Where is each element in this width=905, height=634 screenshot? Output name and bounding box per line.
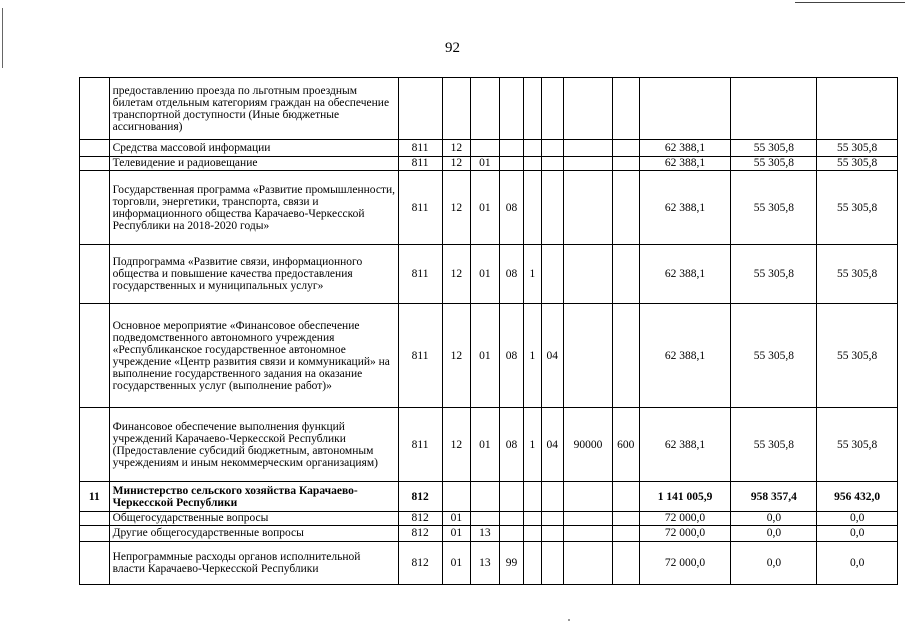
cell-subprogram-code — [524, 78, 541, 140]
cell-amount-2018: 72 000,0 — [639, 542, 731, 585]
cell-row-number: 11 — [80, 482, 110, 512]
cell-direction-code — [564, 482, 613, 512]
cell-program-code — [499, 140, 524, 157]
cell-event-code: 04 — [541, 408, 563, 482]
cell-expense-type-code: 600 — [613, 408, 640, 482]
cell-expense-type-code — [613, 245, 640, 304]
cell-amount-2018: 62 388,1 — [639, 245, 731, 304]
cell-row-number — [80, 78, 110, 140]
cell-program-code: 99 — [499, 542, 524, 585]
cell-amount-2019: 55 305,8 — [731, 140, 817, 157]
cell-expense-type-code — [613, 171, 640, 245]
cell-amount-2019: 55 305,8 — [731, 408, 817, 482]
cell-amount-2019: 55 305,8 — [731, 157, 817, 171]
table-row — [80, 157, 898, 171]
cell-direction-code — [564, 140, 613, 157]
cell-section-code: 01 — [442, 542, 471, 585]
cell-event-code — [541, 526, 563, 542]
cell-subprogram-code: 1 — [524, 304, 541, 408]
cell-ved-code: 812 — [398, 542, 442, 585]
cell-direction-code — [564, 78, 613, 140]
cell-event-code — [541, 245, 563, 304]
cell-subsection-code — [471, 482, 500, 512]
scan-speck — [568, 619, 570, 621]
cell-subprogram-code — [524, 171, 541, 245]
cell-amount-2018 — [639, 78, 731, 140]
cell-amount-2019 — [731, 78, 817, 140]
cell-amount-2020: 55 305,8 — [817, 140, 898, 157]
cell-row-number — [80, 171, 110, 245]
cell-section-code: 12 — [442, 140, 471, 157]
table-row — [80, 408, 898, 482]
cell-row-number — [80, 512, 110, 526]
cell-section-code: 12 — [442, 171, 471, 245]
cell-direction-code — [564, 171, 613, 245]
cell-row-number — [80, 542, 110, 585]
cell-amount-2019: 55 305,8 — [731, 304, 817, 408]
budget-table — [79, 77, 898, 585]
cell-subsection-code — [471, 78, 500, 140]
cell-ved-code: 812 — [398, 526, 442, 542]
cell-ved-code: 811 — [398, 245, 442, 304]
cell-row-name: Телевидение и радиовещание — [109, 157, 398, 171]
cell-amount-2019: 958 357,4 — [731, 482, 817, 512]
cell-amount-2019: 0,0 — [731, 526, 817, 542]
cell-ved-code — [398, 78, 442, 140]
cell-subsection-code: 13 — [471, 542, 500, 585]
cell-event-code — [541, 171, 563, 245]
cell-ved-code: 811 — [398, 157, 442, 171]
cell-event-code — [541, 512, 563, 526]
cell-ved-code: 811 — [398, 171, 442, 245]
cell-event-code — [541, 140, 563, 157]
cell-event-code: 04 — [541, 304, 563, 408]
scan-edge-line-left — [2, 8, 3, 68]
cell-subprogram-code — [524, 512, 541, 526]
cell-row-number — [80, 526, 110, 542]
cell-event-code — [541, 157, 563, 171]
cell-row-name: Финансовое обеспечение выполнения функций учреждений Карачаево-Черкесской Республики (Предоставление субсидий бюджетным, автономным учреждениям и иным некоммерческим организациям) — [109, 408, 398, 482]
table-row — [80, 304, 898, 408]
cell-ved-code: 812 — [398, 482, 442, 512]
page-number: 92 — [445, 40, 460, 56]
cell-subprogram-code — [524, 140, 541, 157]
cell-amount-2019: 55 305,8 — [731, 245, 817, 304]
cell-section-code — [442, 78, 471, 140]
cell-direction-code — [564, 304, 613, 408]
table-body — [80, 78, 898, 585]
cell-program-code: 08 — [499, 304, 524, 408]
cell-event-code — [541, 542, 563, 585]
cell-section-code: 12 — [442, 304, 471, 408]
cell-amount-2020 — [817, 78, 898, 140]
table-row — [80, 526, 898, 542]
cell-subprogram-code: 1 — [524, 245, 541, 304]
cell-amount-2020: 956 432,0 — [817, 482, 898, 512]
cell-row-name: Министерство сельского хозяйства Карачаево-Черкесской Республики — [109, 482, 398, 512]
cell-program-code — [499, 78, 524, 140]
cell-expense-type-code — [613, 526, 640, 542]
table-row — [80, 78, 898, 140]
cell-row-name: Непрограммные расходы органов исполнительной власти Карачаево-Черкесской Республики — [109, 542, 398, 585]
cell-amount-2020: 55 305,8 — [817, 304, 898, 408]
cell-row-name: Средства массовой информации — [109, 140, 398, 157]
cell-subsection-code: 01 — [471, 171, 500, 245]
cell-program-code — [499, 512, 524, 526]
cell-subprogram-code: 1 — [524, 408, 541, 482]
cell-section-code: 01 — [442, 512, 471, 526]
cell-subsection-code: 01 — [471, 157, 500, 171]
cell-expense-type-code — [613, 78, 640, 140]
cell-subprogram-code — [524, 157, 541, 171]
cell-amount-2018: 72 000,0 — [639, 526, 731, 542]
cell-row-name: предоставлению проезда по льготным проездным билетам отдельным категориям граждан на обеспечение транспортной доступности (Иные бюджетные ассигнования) — [109, 78, 398, 140]
cell-section-code: 12 — [442, 245, 471, 304]
cell-amount-2018: 62 388,1 — [639, 157, 731, 171]
cell-subprogram-code — [524, 482, 541, 512]
cell-program-code — [499, 526, 524, 542]
cell-amount-2020: 55 305,8 — [817, 171, 898, 245]
cell-amount-2020: 0,0 — [817, 512, 898, 526]
cell-expense-type-code — [613, 140, 640, 157]
cell-subsection-code — [471, 512, 500, 526]
cell-ved-code: 811 — [398, 304, 442, 408]
cell-row-name: Подпрограмма «Развитие связи, информационного общества и повышение качества предоставления государственных и муниципальных услуг» — [109, 245, 398, 304]
cell-row-number — [80, 408, 110, 482]
cell-program-code — [499, 157, 524, 171]
cell-amount-2018: 62 388,1 — [639, 304, 731, 408]
cell-expense-type-code — [613, 304, 640, 408]
cell-subsection-code: 01 — [471, 245, 500, 304]
cell-ved-code: 811 — [398, 408, 442, 482]
cell-expense-type-code — [613, 542, 640, 585]
table-row — [80, 512, 898, 526]
cell-subprogram-code — [524, 526, 541, 542]
table-row — [80, 482, 898, 512]
cell-section-code: 12 — [442, 157, 471, 171]
cell-ved-code: 812 — [398, 512, 442, 526]
cell-section-code: 12 — [442, 408, 471, 482]
cell-row-name: Общегосударственные вопросы — [109, 512, 398, 526]
cell-amount-2020: 55 305,8 — [817, 245, 898, 304]
cell-row-number — [80, 140, 110, 157]
cell-amount-2018: 62 388,1 — [639, 171, 731, 245]
cell-subsection-code: 01 — [471, 304, 500, 408]
cell-program-code: 08 — [499, 171, 524, 245]
cell-direction-code — [564, 512, 613, 526]
cell-expense-type-code — [613, 157, 640, 171]
cell-subsection-code: 13 — [471, 526, 500, 542]
cell-section-code — [442, 482, 471, 512]
cell-subsection-code — [471, 140, 500, 157]
cell-direction-code — [564, 526, 613, 542]
cell-amount-2020: 0,0 — [817, 526, 898, 542]
cell-ved-code: 811 — [398, 140, 442, 157]
cell-expense-type-code — [613, 512, 640, 526]
cell-program-code — [499, 482, 524, 512]
cell-row-name: Основное мероприятие «Финансовое обеспечение подведомственного автономного учреждения «Республиканское государственное автономное учреждение «Центр развития связи и коммуникаций» на выполнение государственного задания на оказание государственных услуг (выполнение работ)» — [109, 304, 398, 408]
cell-direction-code: 90000 — [564, 408, 613, 482]
cell-event-code — [541, 482, 563, 512]
cell-row-number — [80, 245, 110, 304]
cell-direction-code — [564, 245, 613, 304]
table-row — [80, 171, 898, 245]
cell-amount-2019: 0,0 — [731, 512, 817, 526]
table-row — [80, 140, 898, 157]
cell-direction-code — [564, 542, 613, 585]
cell-direction-code — [564, 157, 613, 171]
cell-amount-2020: 55 305,8 — [817, 408, 898, 482]
cell-row-number — [80, 304, 110, 408]
cell-row-name: Государственная программа «Развитие промышленности, торговли, энергетики, транспорта, связи и информационного общества Карачаево-Черкесской Республики на 2018-2020 годы» — [109, 171, 398, 245]
cell-amount-2018: 72 000,0 — [639, 512, 731, 526]
cell-program-code: 08 — [499, 245, 524, 304]
table-row — [80, 542, 898, 585]
cell-amount-2018: 62 388,1 — [639, 140, 731, 157]
table-row — [80, 245, 898, 304]
cell-amount-2018: 62 388,1 — [639, 408, 731, 482]
cell-row-number — [80, 157, 110, 171]
cell-amount-2020: 0,0 — [817, 542, 898, 585]
cell-expense-type-code — [613, 482, 640, 512]
cell-row-name: Другие общегосударственные вопросы — [109, 526, 398, 542]
cell-amount-2019: 55 305,8 — [731, 171, 817, 245]
cell-subprogram-code — [524, 542, 541, 585]
cell-event-code — [541, 78, 563, 140]
scan-edge-line — [795, 2, 905, 3]
cell-amount-2019: 0,0 — [731, 542, 817, 585]
cell-amount-2020: 55 305,8 — [817, 157, 898, 171]
cell-amount-2018: 1 141 005,9 — [639, 482, 731, 512]
cell-subsection-code: 01 — [471, 408, 500, 482]
cell-section-code: 01 — [442, 526, 471, 542]
cell-program-code: 08 — [499, 408, 524, 482]
